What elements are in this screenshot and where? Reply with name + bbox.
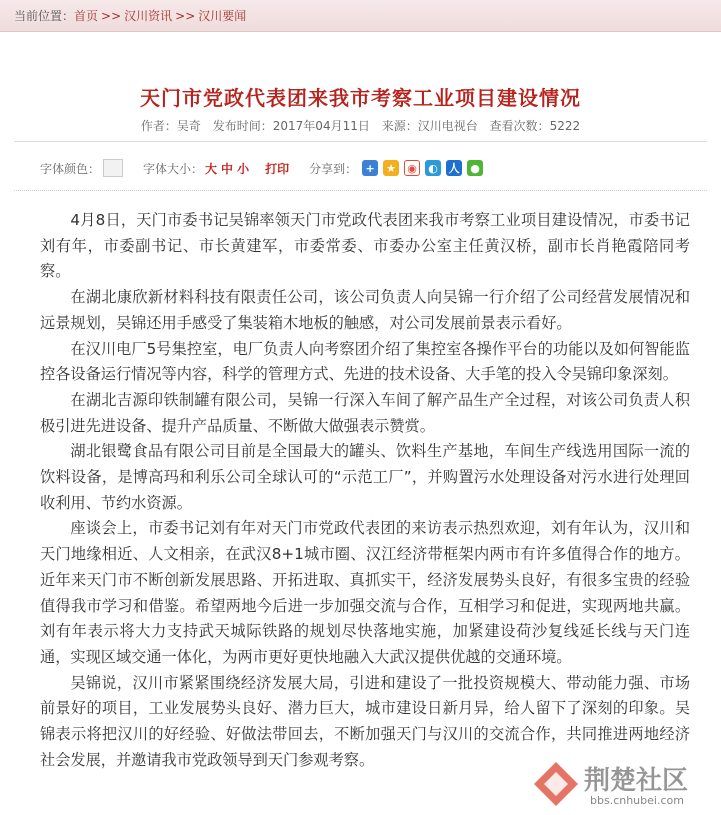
font-size-medium-button[interactable]: 中 <box>221 161 234 176</box>
article-toolbar <box>40 158 483 178</box>
breadcrumb-separator: >> <box>101 9 122 23</box>
font-size-small-button[interactable]: 小 <box>237 161 250 176</box>
article-paragraph: 座谈会上，市委书记刘有年对天门市党政代表团的来访表示热烈欢迎，刘有年认为，汉川和天门地缘相近、人文相亲，在武汉8+1城市圈、汉江经济带框架内两市有许多值得合作的地方。近年来天门市不断创新发展思路、开拓进取、真抓实干，经济发展势头良好，有很多宝贵的经验值得我市学习和借鉴。希望两地今后进一步加强交流与合作，互相学习和促进，实现两地共赢。刘有年表示将大力支持武天城际铁路的规划尽快落地实施，加紧建设荷沙复线延长线与天门连通，实现区域交通一体化，为两市更好更快地融入大武汉提供优越的交通环境。 <box>40 519 690 666</box>
article-title: 天门市党政代表团来我市考察工业项目建设情况 <box>140 86 581 110</box>
watermark-text: 荆楚社区 <box>584 766 689 796</box>
watermark-url: bbs.cnhubei.com <box>590 794 684 807</box>
views-value: 5222 <box>549 119 581 133</box>
share-label: 分享到： <box>309 161 358 176</box>
breadcrumb-separator: >> <box>175 9 196 23</box>
article-paragraph: 4月8日，天门市委书记吴锦率领天门市党政代表团来我市考察工业项目建设情况，市委书记刘有年，市委副书记、市长黄建军，市委常委、市委办公室主任黄汉桥，副市长肖艳霞陪同考察。 <box>40 211 690 281</box>
plus-share-icon[interactable]: + <box>362 160 378 176</box>
time-value: 2017年04月11日 <box>272 119 370 133</box>
time-label: 发布时间： <box>212 119 273 133</box>
tencent-weibo-icon[interactable]: ◐ <box>425 160 441 176</box>
print-button[interactable]: 打印 <box>265 161 290 176</box>
article-paragraph: 湖北银鹭食品有限公司目前是全国最大的罐头、饮料生产基地，车间生产线选用国际一流的饮料设备，是博高玛和利乐公司全球认可的“示范工厂”，并购置污水处理设备对污水进行处理回收利用、节约水资源。 <box>40 442 690 512</box>
article-meta <box>0 117 721 134</box>
article-paragraph: 在湖北吉源印铁制罐有限公司，吴锦一行深入车间了解产品生产全过程，对该公司负责人积极引进先进设备、提升产品质量、不断做大做强表示赞赏。 <box>40 390 690 435</box>
article-body <box>40 208 690 773</box>
source-label: 来源： <box>381 119 418 133</box>
breadcrumb-home-link[interactable]: 首页 <box>74 9 99 23</box>
watermark <box>520 750 721 815</box>
font-color-picker[interactable] <box>103 159 123 177</box>
font-color-label: 字体颜色： <box>40 161 101 176</box>
font-size-label: 字体大小： <box>143 161 204 176</box>
article-paragraph: 在汉川电厂5号集控室，电厂负责人向考察团介绍了集控室各操作平台的功能以及如何智能监控各设备运行情况等内容，科学的管理方式、先进的技术设备、大手笔的投入令吴锦印象深刻。 <box>40 339 690 384</box>
breadcrumb-news-link[interactable]: 汉川资讯 <box>124 9 173 23</box>
renren-icon[interactable]: 人 <box>446 160 462 176</box>
breadcrumb <box>0 0 721 32</box>
source-value: 汉川电视台 <box>417 119 478 133</box>
breadcrumb-prefix: 当前位置： <box>14 9 75 23</box>
views-label: 查看次数： <box>489 119 550 133</box>
author-value: 吴奇 <box>176 119 201 133</box>
weibo-icon[interactable]: ◉ <box>404 160 420 176</box>
author-label: 作者： <box>140 119 177 133</box>
font-size-large-button[interactable]: 大 <box>205 161 218 176</box>
article-paragraph: 在湖北康欣新材料科技有限责任公司，该公司负责人向吴锦一行介绍了公司经营发展情况和远景规划，吴锦还用手感受了集装箱木地板的触感，对公司发展前景表示看好。 <box>40 288 690 332</box>
watermark-logo-icon <box>526 754 586 809</box>
divider <box>14 141 707 142</box>
qzone-icon[interactable]: ★ <box>383 160 399 176</box>
divider <box>14 190 707 191</box>
breadcrumb-headlines-link[interactable]: 汉川要闻 <box>198 9 247 23</box>
article-paragraph: 吴锦说，汉川市紧紧围绕经济发展大局，引进和建设了一批投资规模大、带动能力强、市场前景好的项目，工业发展势头良好、潜力巨大，城市建设日新月异，给人留下了深刻的印象。吴锦表示将把汉川的好经验、好做法带回去，不断加强天门与汉川的交流合作，共同推进两地经济社会发展，并邀请我市党政领导到天门参观考察。 <box>40 673 690 769</box>
wechat-icon[interactable]: ● <box>467 160 483 176</box>
